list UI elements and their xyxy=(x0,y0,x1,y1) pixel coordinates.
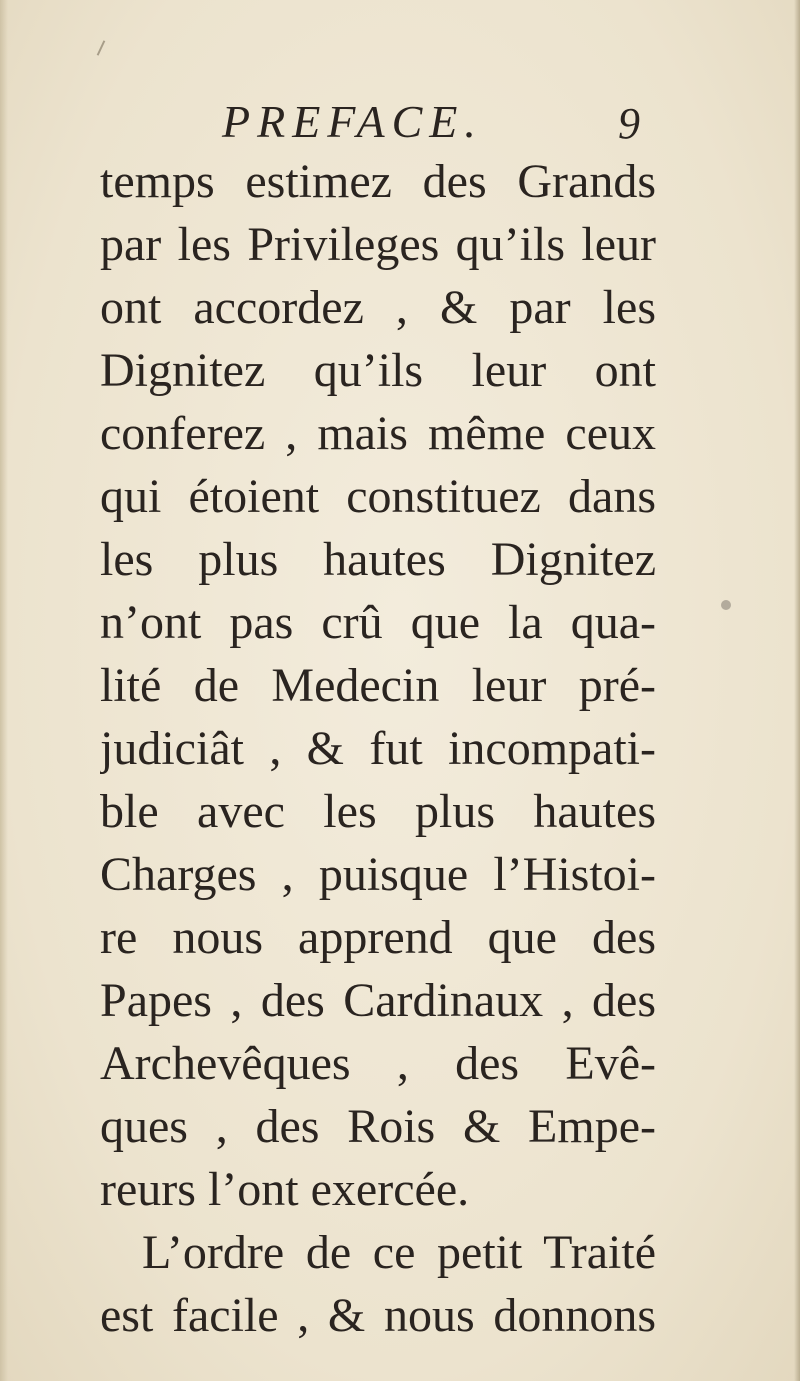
text-line: reurs l’ont exercée. xyxy=(100,1163,470,1216)
paper-speck xyxy=(721,600,731,610)
text-line: ques , des Rois & Empe- xyxy=(100,1100,656,1153)
body-text xyxy=(100,150,656,1347)
text-line: ble avec les plus hautes xyxy=(100,785,656,838)
text-line: Papes , des Cardinaux , des xyxy=(100,974,656,1027)
page-number: 9 xyxy=(618,99,640,148)
text-line: Charges , puisque l’Histoi- xyxy=(100,848,656,901)
text-line: les plus hautes Dignitez xyxy=(100,533,656,586)
text-line: Dignitez qu’ils leur ont xyxy=(100,344,656,397)
text-line: lité de Medecin leur pré- xyxy=(100,659,656,712)
text-line: ont accordez , & par les xyxy=(100,281,656,334)
paragraph-start-line: L’ordre de ce petit Traité xyxy=(142,1226,656,1279)
text-line: n’ont pas crû que la qua- xyxy=(100,596,656,649)
text-line: qui étoient constituez dans xyxy=(100,470,656,523)
running-head: PREFACE. xyxy=(222,96,483,147)
ink-mark xyxy=(97,40,106,55)
text-line: Archevêques , des Evê- xyxy=(100,1037,656,1090)
text-line: par les Privileges qu’ils leur xyxy=(100,218,656,271)
text-line: temps estimez des Grands xyxy=(100,155,656,208)
page-header xyxy=(222,92,662,152)
text-line: re nous apprend que des xyxy=(100,911,656,964)
text-line: conferez , mais même ceux xyxy=(100,407,656,460)
text-line: est facile , & nous donnons xyxy=(100,1289,656,1342)
text-line: judiciât , & fut incompati- xyxy=(100,722,656,775)
